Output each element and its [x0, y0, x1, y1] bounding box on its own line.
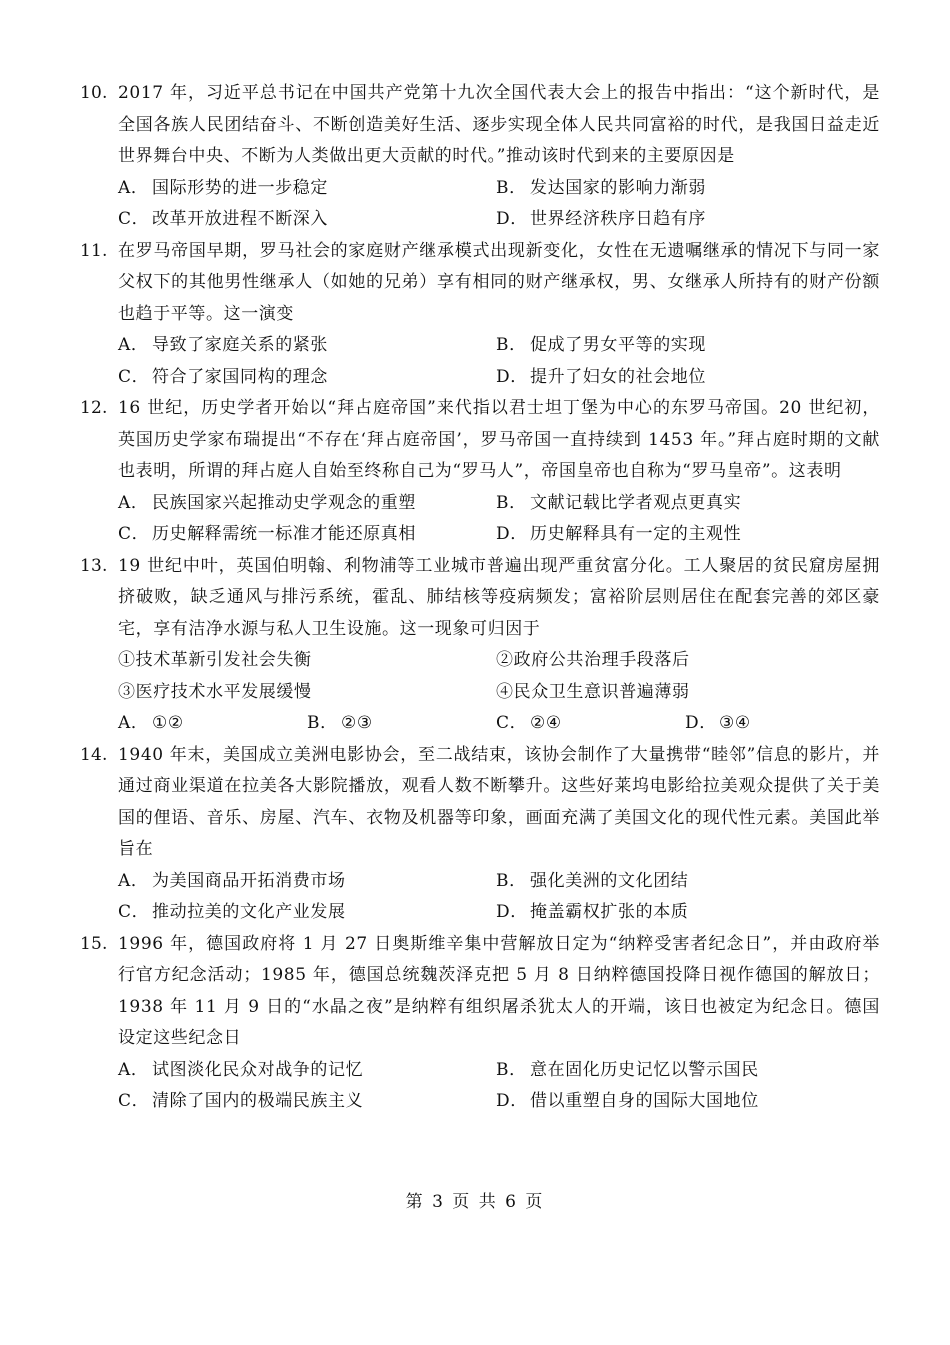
question-12 — [80, 393, 880, 551]
question-stem: 2017 年，习近平总书记在中国共产党第十九次全国代表大会上的报告中指出：“这个新时代，是全国各族人民团结奋斗、不断创造美好生活、逐步实现全体人民共同富裕的时代，是我国日益走近世界舞台中央、不断为人类做出更大贡献的时代。”推动该时代到来的主要原因是 — [118, 83, 880, 166]
page-number-footer: 第 3 页 共 6 页 — [405, 1192, 545, 1212]
option-label: B． — [496, 177, 527, 198]
option-label: B． — [496, 492, 527, 513]
answer-options — [118, 330, 880, 393]
question-14 — [80, 740, 880, 929]
option-b[interactable] — [496, 1055, 874, 1087]
option-text: 推动拉美的文化产业发展 — [152, 902, 346, 922]
option-a[interactable] — [118, 866, 496, 898]
option-c[interactable] — [496, 708, 685, 740]
question-stem: 19 世纪中叶，英国伯明翰、利物浦等工业城市普遍出现严重贫富分化。工人聚居的贫民窟房屋拥挤破败，缺乏通风与排污系统，霍乱、肺结核等疫病频发；富裕阶层则居住在配套完善的郊区豪宅，享有洁净水源与私人卫生设施。这一现象可归因于 — [118, 555, 880, 639]
option-a[interactable] — [118, 330, 496, 362]
statement-4: ④民众卫生意识普遍薄弱 — [496, 681, 690, 702]
option-label: A． — [118, 492, 149, 513]
option-label: D． — [496, 209, 528, 229]
option-b[interactable] — [496, 173, 874, 205]
option-text: 国际形势的进一步稳定 — [152, 177, 328, 198]
question-number: 13. — [80, 555, 108, 576]
option-d[interactable] — [496, 1086, 874, 1118]
option-label: B． — [496, 1059, 527, 1080]
option-c[interactable] — [118, 519, 496, 551]
statement-3: ③医疗技术水平发展缓慢 — [118, 681, 312, 702]
option-a[interactable] — [118, 488, 496, 520]
question-10 — [80, 78, 880, 236]
question-number: 10. — [80, 83, 108, 103]
option-a[interactable] — [118, 1055, 496, 1087]
option-text: 文献记载比学者观点更真实 — [530, 492, 742, 513]
option-d[interactable] — [496, 519, 874, 551]
answer-options — [118, 1055, 880, 1118]
option-c[interactable] — [118, 204, 496, 236]
option-text: 发达国家的影响力渐弱 — [530, 177, 706, 198]
option-text: 试图淡化民众对战争的记忆 — [152, 1059, 364, 1080]
option-label: C． — [118, 902, 150, 922]
option-label: A． — [118, 1059, 149, 1080]
option-b[interactable] — [307, 708, 496, 740]
answer-options — [118, 708, 880, 740]
option-text: 历史解释需统一标准才能还原真相 — [152, 524, 416, 544]
option-label: D． — [496, 524, 528, 544]
option-label: D． — [496, 366, 528, 387]
option-label: B． — [307, 713, 338, 733]
option-text: ②③ — [341, 713, 373, 733]
answer-options — [118, 488, 880, 551]
option-c[interactable] — [118, 1086, 496, 1118]
option-text: 清除了国内的极端民族主义 — [152, 1091, 364, 1111]
question-stem: 1940 年末，美国成立美洲电影协会，至二战结束，该协会制作了大量携带“睦邻”信息的影片，并通过商业渠道在拉美各大影院播放，观看人数不断攀升。这些好莱坞电影给拉美观众提供了关于美国的俚语、音乐、房屋、汽车、衣物及机器等印象，画面充满了美国文化的现代性元素。美国此举旨在 — [118, 744, 880, 859]
option-d[interactable] — [496, 204, 874, 236]
option-b[interactable] — [496, 330, 874, 362]
option-label: C． — [118, 524, 150, 544]
option-b[interactable] — [496, 488, 874, 520]
option-label: A． — [118, 177, 149, 198]
option-text: 强化美洲的文化团结 — [530, 870, 689, 891]
option-label: C． — [118, 209, 150, 229]
option-label: C． — [118, 366, 150, 387]
option-a[interactable] — [118, 173, 496, 205]
option-c[interactable] — [118, 897, 496, 929]
answer-options — [118, 173, 880, 236]
option-label: A． — [118, 870, 149, 891]
question-stem: 在罗马帝国早期，罗马社会的家庭财产继承模式出现新变化，女性在无遗嘱继承的情况下与同一家父权下的其他男性继承人（如她的兄弟）享有相同的财产继承权，男、女继承人所持有的财产份额也趋于平等。这一演变 — [118, 240, 880, 324]
option-text: 掩盖霸权扩张的本质 — [530, 902, 689, 922]
option-label: D． — [685, 713, 717, 733]
question-list — [80, 78, 880, 1118]
question-11 — [80, 236, 880, 394]
statement-list — [118, 645, 880, 708]
answer-options — [118, 866, 880, 929]
option-d[interactable] — [496, 897, 874, 929]
option-text: ②④ — [530, 713, 562, 733]
question-15 — [80, 929, 880, 1118]
question-stem: 1996 年，德国政府将 1 月 27 日奥斯维辛集中营解放日定为“纳粹受害者纪念日”，并由政府举行官方纪念活动；1985 年，德国总统魏茨泽克把 5 月 8 日纳粹德国投降日视作德国的解放日；1938 年 11 月 9 日的“水晶之夜”是纳粹有组织屠杀犹太人的开端，该日也被定为纪念日。德国设定这些纪念日 — [118, 933, 880, 1048]
option-label: B． — [496, 870, 527, 891]
option-text: 民族国家兴起推动史学观念的重塑 — [152, 492, 416, 513]
option-label: C． — [118, 1091, 150, 1111]
option-label: B． — [496, 335, 527, 355]
option-d[interactable] — [685, 708, 874, 740]
option-text: 导致了家庭关系的紧张 — [152, 335, 328, 355]
option-c[interactable] — [118, 362, 496, 394]
option-text: 意在固化历史记忆以警示国民 — [530, 1059, 759, 1080]
option-text: 改革开放进程不断深入 — [152, 209, 328, 229]
question-number: 14. — [80, 744, 108, 765]
option-label: C． — [496, 713, 528, 733]
statement-1: ①技术革新引发社会失衡 — [118, 650, 312, 670]
question-number: 12. — [80, 398, 108, 418]
option-label: D． — [496, 1091, 528, 1111]
option-label: A． — [118, 335, 149, 355]
option-text: 历史解释具有一定的主观性 — [530, 524, 742, 544]
option-text: ③④ — [719, 713, 751, 733]
option-label: A． — [118, 713, 149, 733]
option-text: 为美国商品开拓消费市场 — [152, 870, 346, 891]
option-text: 促成了男女平等的实现 — [530, 335, 706, 355]
option-d[interactable] — [496, 362, 874, 394]
statement-2: ②政府公共治理手段落后 — [496, 650, 690, 670]
option-label: D． — [496, 902, 528, 922]
option-text: ①② — [152, 713, 184, 733]
option-text: 符合了家国同构的理念 — [152, 366, 328, 387]
option-a[interactable] — [118, 708, 307, 740]
question-number: 15. — [80, 933, 108, 954]
question-13 — [80, 551, 880, 740]
option-text: 借以重塑自身的国际大国地位 — [530, 1091, 759, 1111]
option-text: 提升了妇女的社会地位 — [530, 366, 706, 387]
question-number: 11. — [80, 240, 108, 261]
option-text: 世界经济秩序日趋有序 — [530, 209, 706, 229]
option-b[interactable] — [496, 866, 874, 898]
question-stem: 16 世纪，历史学者开始以“拜占庭帝国”来代指以君士坦丁堡为中心的东罗马帝国。20 世纪初，英国历史学家布瑞提出“不存在‘拜占庭帝国’，罗马帝国一直持续到 1453 年。”拜占庭时期的文献也表明，所谓的拜占庭人自始至终称自己为“罗马人”，帝国皇帝也自称为“罗马皇帝”。这表明 — [118, 398, 880, 481]
